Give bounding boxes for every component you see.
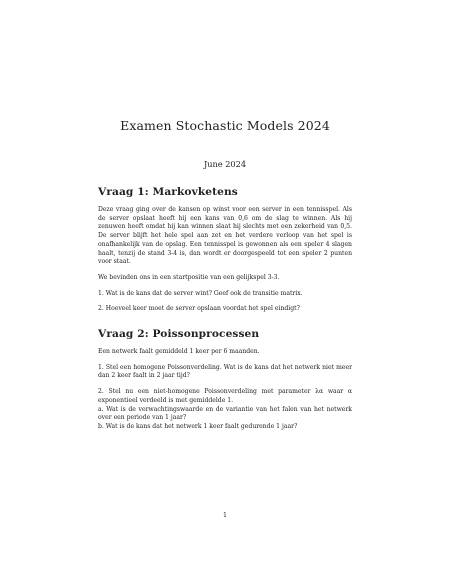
- question-2-2-main: 2. Stel nu een niet-homogene Poissonverdeling met parameter λα waar α exponentieel verdeeld is met gemiddelde 1.: [98, 388, 352, 404]
- section-heading: Vraag 2: Poissonprocessen: [98, 328, 260, 341]
- document-date: June 2024: [203, 159, 247, 169]
- question-2-2: [98, 388, 352, 432]
- section-intro: Een netwerk faalt gemiddeld 1 keer per 6 maanden.: [98, 348, 260, 356]
- start-position-text: We bevinden ons in een startpositie van een gelijkspel 3-3.: [98, 273, 280, 281]
- question-1-1: 1. Wat is de kans dat de server wint? Geef ook de transitie matrix.: [98, 289, 303, 297]
- question-2-2-b: b. Wat is de kans dat het netwerk 1 keer faalt gedurende 1 jaar?: [98, 422, 298, 430]
- section-intro: Deze vraag ging over de kansen op winst voor een server in een tennisspel. Als de server opslaat heeft hij een kans van 0,6 om de slag te winnen. Als hij zenuwen heeft omdat hij kan winnen slaat hij slechts met een zekerheid van 0,5. De server blijft het hele spel aan zet en het verdere verloop van het spel is onafhankelijk van de opslag. Een tennisspel is gewonnen als een speler 4 slagen haalt, tenzij de stand 3-4 is, dan wordt er doorgespeeld tot een speler 2 punten voor staat.: [98, 206, 352, 266]
- page-number: 1: [222, 512, 227, 519]
- question-1-2: 2. Hoeveel keer moet de server opslaan voordat het spel eindigt?: [98, 305, 300, 313]
- section-heading: Vraag 1: Markovketens: [98, 186, 238, 198]
- section-poisson: [98, 328, 352, 432]
- section-markov: [98, 186, 352, 314]
- question-2-1: 1. Stel een homogene Poissonverdeling. Wat is de kans dat het netwerk niet meer dan 2 keer faalt in 2 jaar tijd?: [98, 363, 352, 380]
- document-title: Examen Stochastic Models 2024: [120, 118, 330, 133]
- question-2-2-a: a. Wat is de verwachtingswaarde en de variantie van het falen van het netwerk over een periode van 1 jaar?: [98, 405, 352, 422]
- document-body: [98, 186, 352, 439]
